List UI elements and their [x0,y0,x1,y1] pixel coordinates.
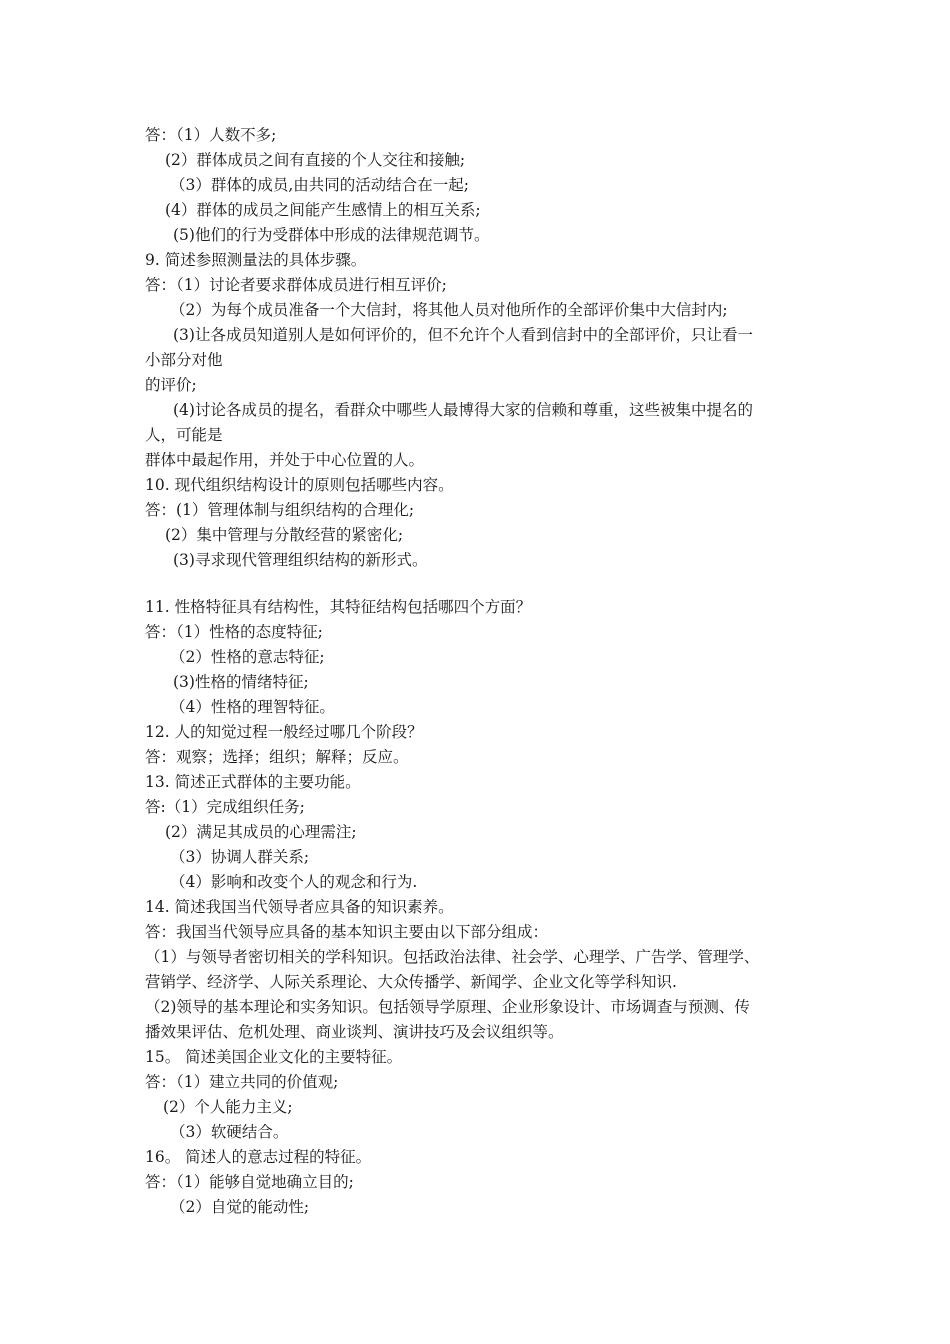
question-heading: 13. 简述正式群体的主要功能。 [145,773,361,791]
text-line: （4）性格的理智特征。 [170,698,335,716]
text-line: (2）满足其成员的心理需注; [165,823,357,841]
text-line: （2）自觉的能动性; [170,1198,310,1216]
document-body [145,123,815,1220]
text-line: 答：我国当代领导应具备的基本知识主要由以下部分组成： [145,923,549,941]
text-line: (2）集中管理与分散经营的紧密化; [165,526,404,544]
question-heading: 10. 现代组织结构设计的原则包括哪些内容。 [145,476,454,494]
text-line: （1）与领导者密切相关的学科知识。包括政治法律、社会学、心理学、广告学、管理学、 [145,948,760,966]
text-line: (2）群体成员之间有直接的个人交往和接触; [165,151,466,169]
question-heading: 12. 人的知觉过程一般经过哪几个阶段？ [145,723,423,741]
text-line: (3)让各成员知道别人是如何评价的，但不允许个人看到信封中的全部评价，只让看一 [173,326,753,344]
text-line: （3）协调人群关系; [170,848,310,866]
text-line: 答：（1）讨论者要求群体成员进行相互评价; [145,276,447,294]
text-line: 答：（1）性格的态度特征; [145,623,323,641]
question-heading: 14. 简述我国当代领导者应具备的知识素养。 [145,898,454,916]
text-line: 播效果评估、危机处理、商业谈判、演讲技巧及会议组织等。 [145,1023,564,1041]
text-line: (5)他们的行为受群体中形成的法律规范调节。 [173,226,490,244]
text-line: （2）性格的意志特征; [170,648,325,666]
text-line: 答：（1）建立共同的价值观; [145,1073,339,1091]
text-line: (4）群体的成员之间能产生感情上的相互关系; [165,201,481,219]
text-line: （2)领导的基本理论和实务知识。包括领导学原理、企业形象设计、市场调查与预测、传 [145,998,750,1016]
text-line: 答：观察；选择；组织；解释；反应。 [145,748,409,766]
text-line: 营销学、经济学、人际关系理论、大众传播学、新闻学、企业文化等学科知识. [145,973,677,991]
question-heading: 15。 简述美国企业文化的主要特征。 [145,1048,403,1066]
text-line: (2）个人能力主义; [163,1098,293,1116]
text-line: （2）为每个成员准备一个大信封，将其他人员对他所作的全部评价集中大信封内; [170,301,728,319]
question-heading: 11. 性格特征具有结构性，其特征结构包括哪四个方面？ [145,598,532,616]
text-line: 小部分对他 [145,351,223,369]
text-line: 答:（1）完成组织任务; [145,798,305,816]
text-line: （4）影响和改变个人的观念和行为. [170,873,418,891]
text-line: 答：（1）人数不多; [145,126,277,144]
question-heading: 16。 简述人的意志过程的特征。 [145,1148,372,1166]
text-line: 答：（1）能够自觉地确立目的; [145,1173,354,1191]
text-line: 群体中最起作用，并处于中心位置的人。 [145,451,425,469]
text-line: 人，可能是 [145,426,223,444]
blank-line [145,573,815,595]
text-line: (4)讨论各成员的提名，看群众中哪些人最博得大家的信赖和尊重，这些被集中提名的 [173,401,753,419]
text-line: （3）群体的成员,由共同的活动结合在一起; [170,176,470,194]
text-line: （3）软硬结合。 [170,1123,289,1141]
text-line: (3)性格的情绪特征; [173,673,309,691]
text-line: (3)寻求现代管理组织结构的新形式。 [173,551,428,569]
text-line: 的评价; [145,376,197,394]
text-line: 答：(1）管理体制与组织结构的合理化; [145,501,415,519]
question-heading: 9. 简述参照测量法的具体步骤。 [145,251,367,269]
